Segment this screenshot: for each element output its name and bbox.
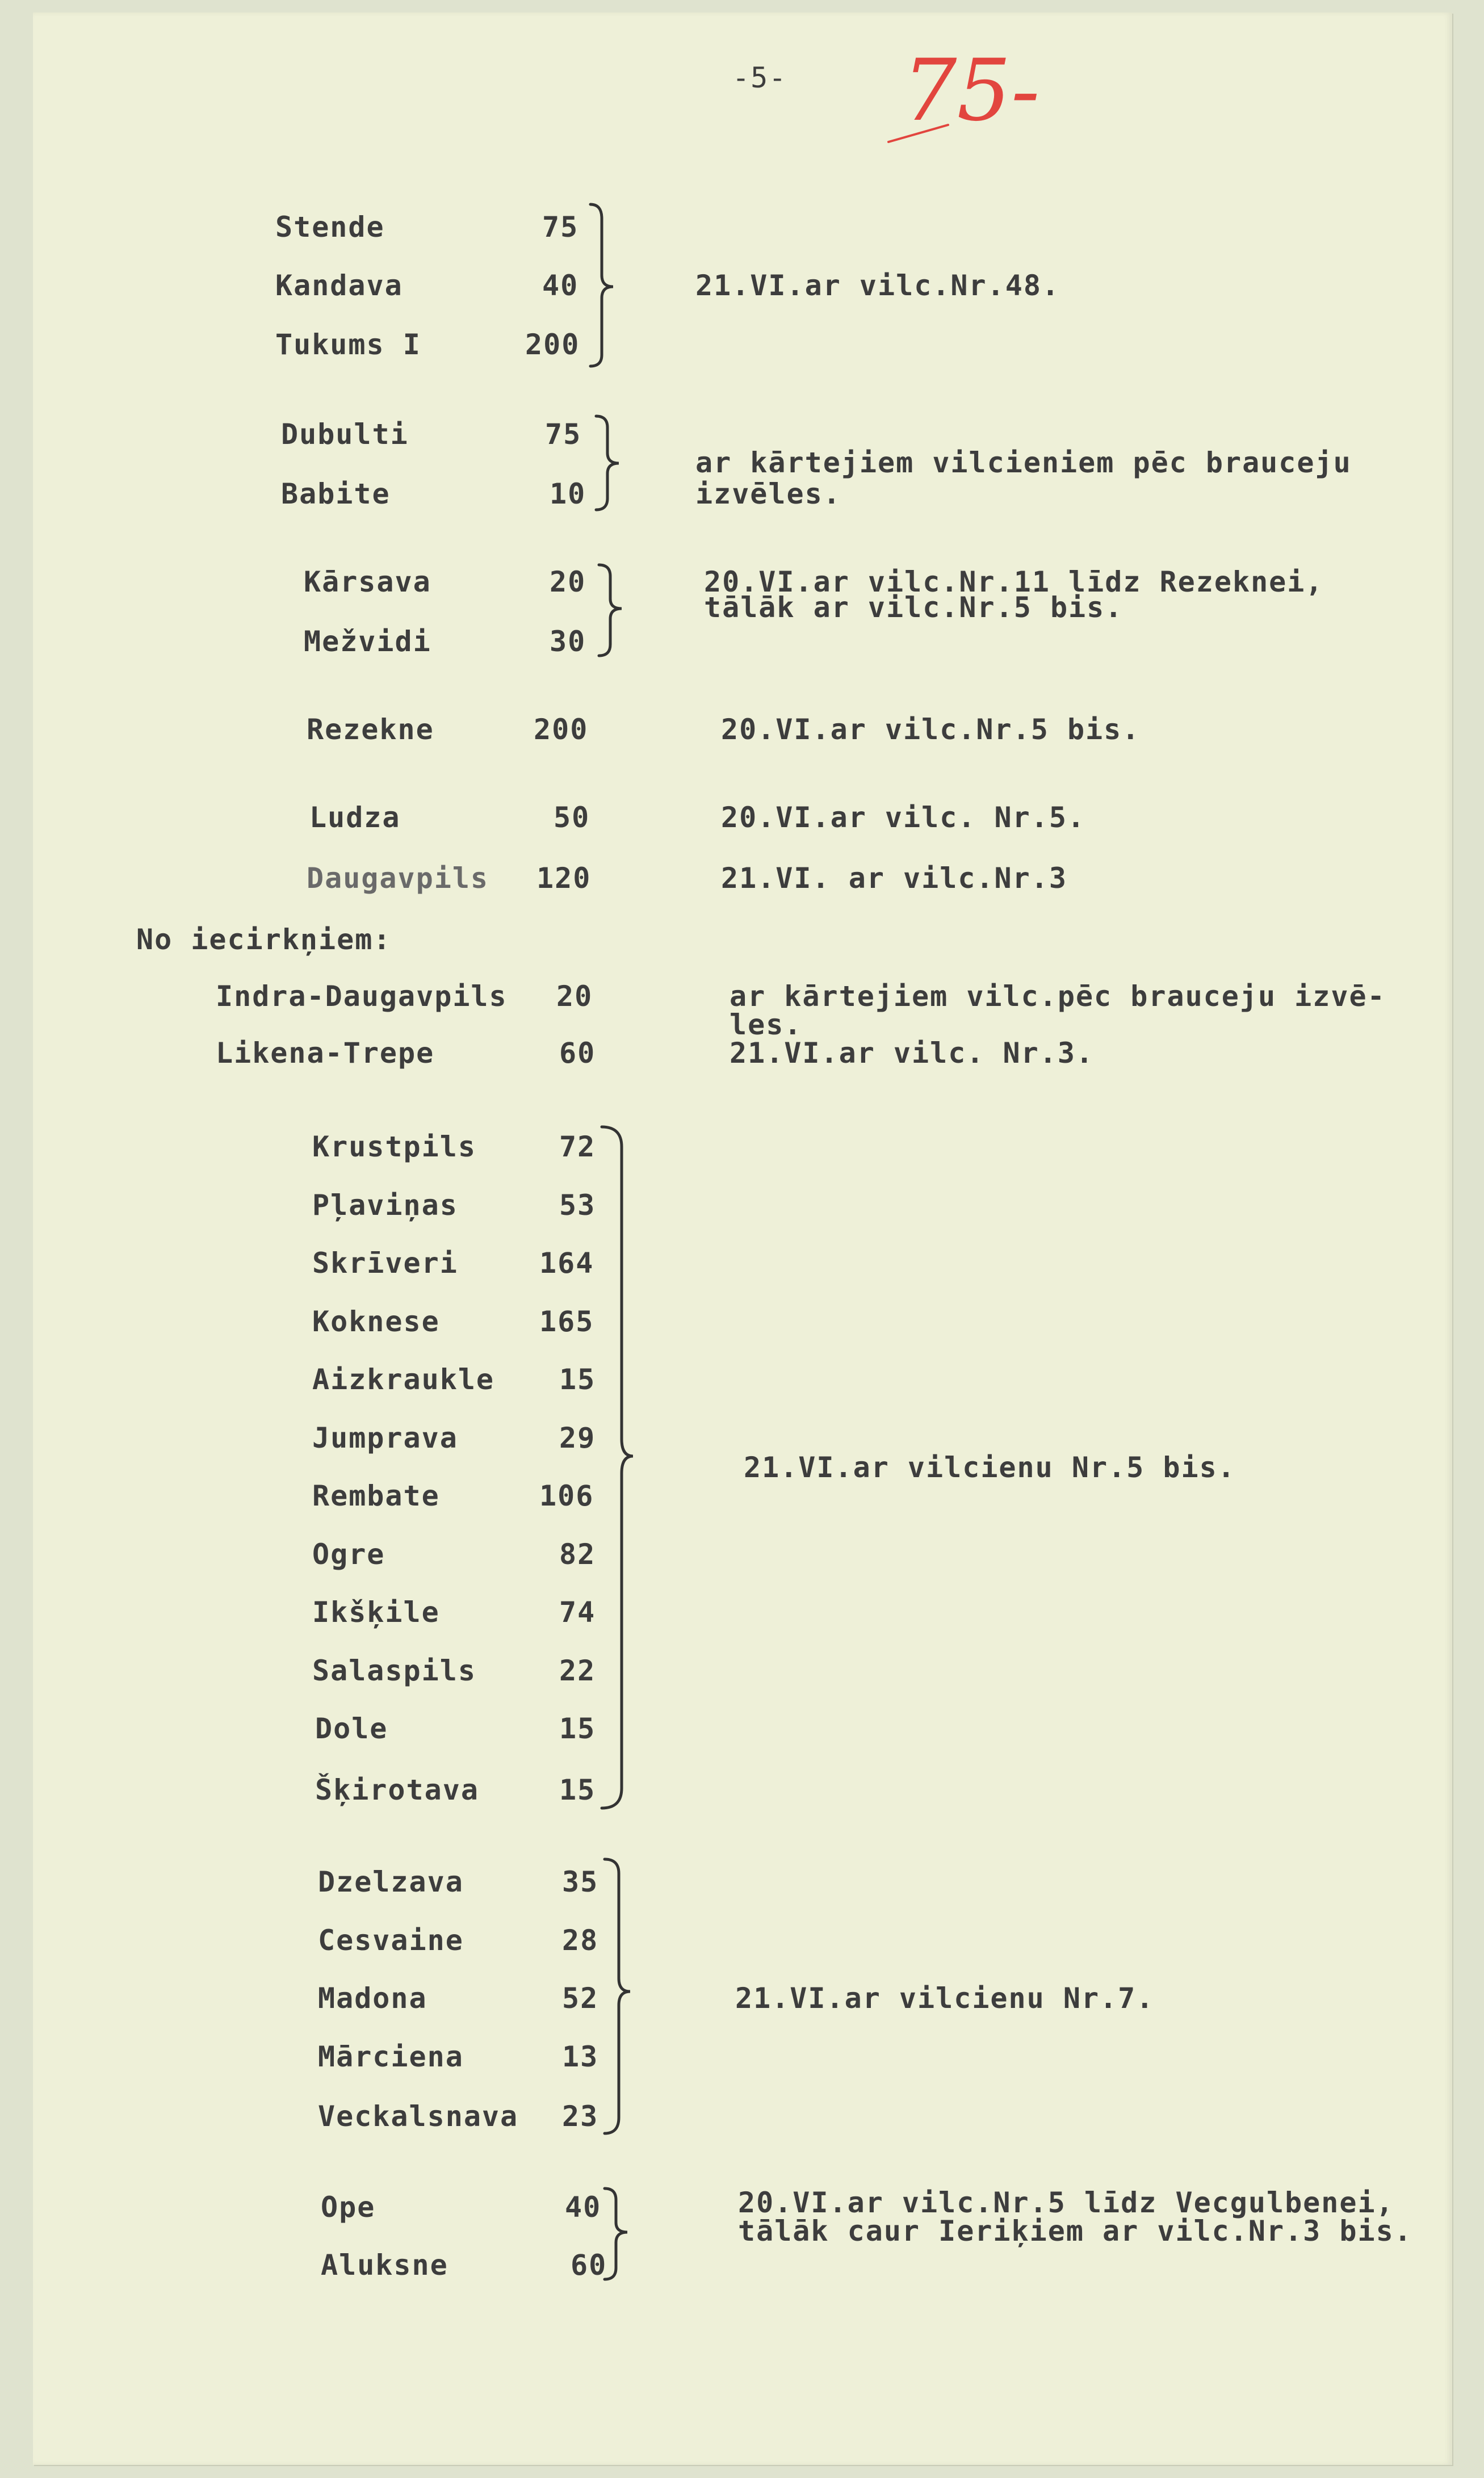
- station-name: Babite: [281, 477, 391, 510]
- folio-underline: [886, 114, 954, 148]
- passenger-count: 50: [554, 801, 590, 834]
- station-name: Indra-Daugavpils: [216, 980, 508, 1013]
- bracket: [602, 2186, 636, 2288]
- station-name: Veckalsnava: [318, 2100, 519, 2133]
- station-name: Ogre: [312, 1538, 385, 1571]
- passenger-count: 60: [571, 2249, 607, 2282]
- passenger-count: 72: [559, 1130, 596, 1163]
- station-name: Dubulti: [281, 418, 409, 451]
- document-page: [33, 12, 1452, 2465]
- train-note: 21.VI.ar vilc. Nr.3.: [730, 1037, 1095, 1070]
- station-name: Ludza: [309, 801, 401, 834]
- page-number: -5-: [732, 61, 787, 94]
- passenger-count: 40: [542, 269, 579, 302]
- passenger-count: 15: [559, 1363, 596, 1396]
- passenger-count: 106: [539, 1479, 594, 1512]
- station-name: Mārciena: [318, 2040, 464, 2073]
- station-name: Kandava: [275, 269, 403, 302]
- station-name: Šķirotava: [315, 1773, 479, 1806]
- station-name: Rembate: [312, 1479, 440, 1512]
- train-note: tālāk ar vilc.Nr.5 bis.: [704, 591, 1124, 624]
- train-note: ar kārtejiem vilcieniem pēc brauceju: [695, 446, 1352, 479]
- station-name: Stende: [275, 211, 385, 244]
- train-note: 20.VI.ar vilc.Nr.5 līdz Vecgulbenei,: [738, 2186, 1394, 2219]
- station-name: Madona: [318, 1982, 427, 2015]
- passenger-count: 40: [565, 2191, 602, 2224]
- handwritten-folio: 75-: [903, 41, 1040, 140]
- train-note: izvēles.: [695, 477, 841, 510]
- station-name: Ope: [321, 2191, 376, 2224]
- passenger-count: 75: [545, 418, 582, 451]
- passenger-count: 200: [525, 328, 580, 361]
- station-name: Ikšķile: [312, 1596, 440, 1629]
- train-note: 21.VI.ar vilcienu Nr.7.: [735, 1982, 1155, 2015]
- train-note: 20.VI.ar vilc.Nr.5 bis.: [721, 713, 1141, 746]
- passenger-count: 165: [539, 1305, 594, 1338]
- passenger-count: 52: [562, 1982, 599, 2015]
- bracket: [602, 1856, 636, 2140]
- passenger-count: 75: [542, 211, 579, 244]
- train-note: 20.VI.ar vilc. Nr.5.: [721, 801, 1086, 834]
- train-note: tālāk caur Ieriķiem ar vilc.Nr.3 bis.: [738, 2215, 1412, 2248]
- train-note: les.: [730, 1008, 803, 1041]
- passenger-count: 120: [536, 862, 592, 895]
- station-name: Salaspils: [312, 1654, 476, 1687]
- station-name: Jumprava: [312, 1422, 458, 1454]
- station-name: Daugavpils: [307, 862, 489, 895]
- passenger-count: 30: [550, 625, 586, 658]
- bracket: [599, 1124, 639, 1814]
- passenger-count: 15: [559, 1712, 596, 1745]
- passenger-count: 35: [562, 1865, 599, 1898]
- bracket: [596, 562, 630, 664]
- passenger-count: 15: [559, 1773, 596, 1806]
- passenger-count: 13: [562, 2040, 599, 2073]
- station-name: Krustpils: [312, 1130, 476, 1163]
- station-name: Dole: [315, 1712, 388, 1745]
- station-name: Mežvidi: [304, 625, 431, 658]
- passenger-count: 82: [559, 1538, 596, 1571]
- section-heading: No iecirkņiem:: [136, 923, 392, 956]
- train-note: 21.VI.ar vilcienu Nr.5 bis.: [744, 1451, 1236, 1484]
- passenger-count: 53: [559, 1189, 596, 1222]
- passenger-count: 74: [559, 1596, 596, 1629]
- passenger-count: 29: [559, 1422, 596, 1454]
- station-name: Aluksne: [321, 2249, 448, 2282]
- station-name: Skrīveri: [312, 1247, 458, 1280]
- station-name: Cesvaine: [318, 1924, 464, 1957]
- station-name: Koknese: [312, 1305, 440, 1338]
- train-note: 20.VI.ar vilc.Nr.11 līdz Rezeknei,: [704, 565, 1324, 598]
- train-note: ar kārtejiem vilc.pēc brauceju izvē-: [730, 980, 1386, 1013]
- station-name: Aizkraukle: [312, 1363, 495, 1396]
- station-name: Dzelzava: [318, 1865, 464, 1898]
- passenger-count: 20: [550, 565, 586, 598]
- station-name: Likena-Trepe: [216, 1037, 435, 1070]
- train-note: 21.VI. ar vilc.Nr.3: [721, 862, 1067, 895]
- passenger-count: 60: [559, 1037, 596, 1070]
- passenger-count: 10: [550, 477, 586, 510]
- passenger-count: 22: [559, 1654, 596, 1687]
- station-name: Tukums I: [275, 328, 421, 361]
- passenger-count: 23: [562, 2100, 599, 2133]
- station-name: Pļaviņas: [312, 1189, 458, 1222]
- passenger-count: 164: [539, 1247, 594, 1280]
- station-name: Rezekne: [307, 713, 434, 746]
- bracket: [588, 202, 622, 372]
- station-name: Kārsava: [304, 565, 431, 598]
- train-note: 21.VI.ar vilc.Nr.48.: [695, 269, 1060, 302]
- bracket: [593, 413, 627, 515]
- passenger-count: 20: [556, 980, 593, 1013]
- passenger-count: 28: [562, 1924, 599, 1957]
- passenger-count: 200: [534, 713, 589, 746]
